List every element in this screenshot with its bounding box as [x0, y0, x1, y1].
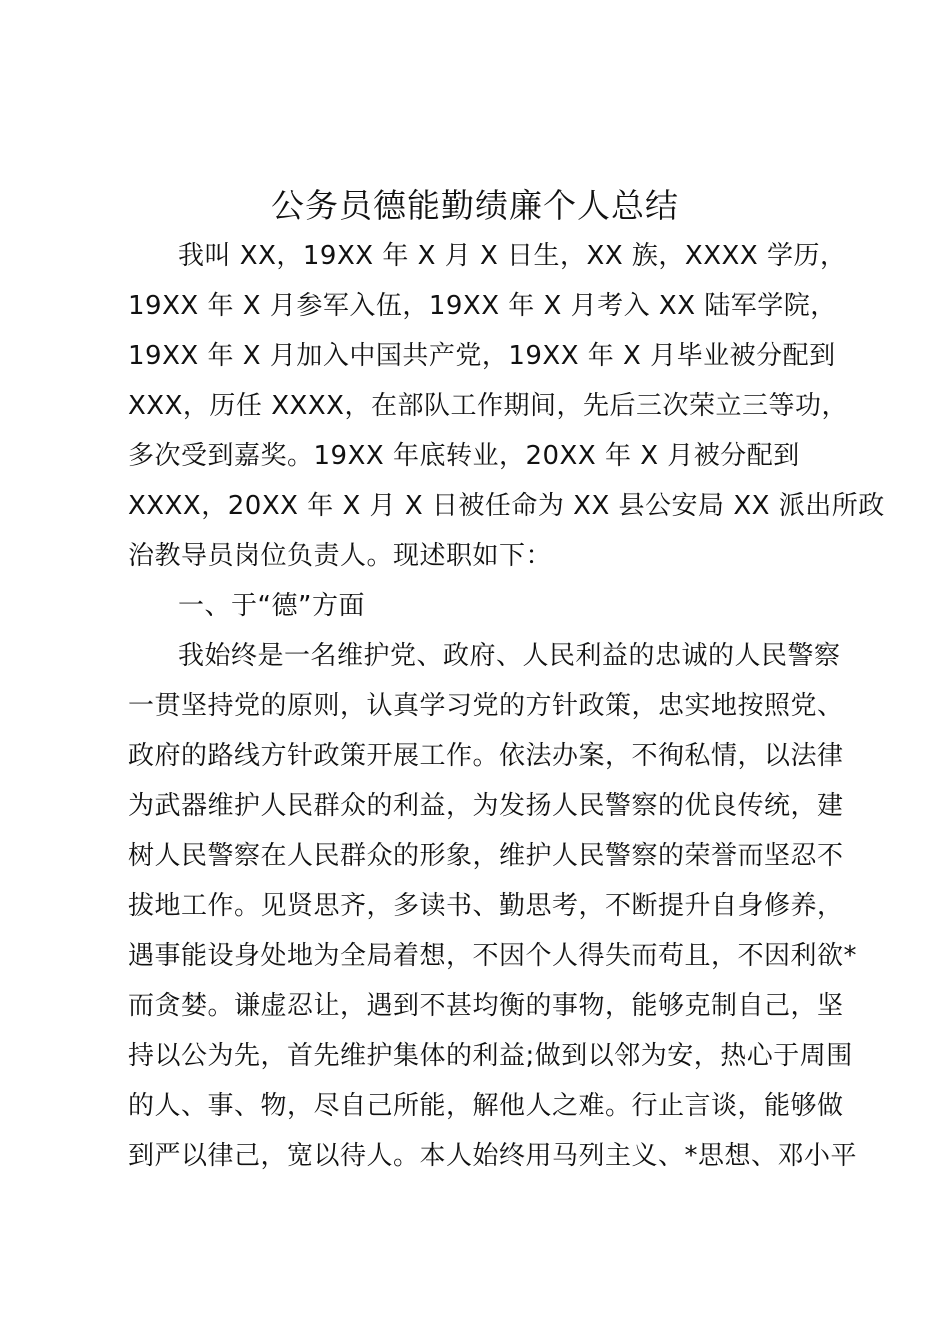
- paragraph-line: 遇事能设身处地为全局着想，不因个人得失而苟且，不因利欲*: [128, 941, 858, 971]
- paragraph-line: 我叫 XX，19XX 年 X 月 X 日生，XX 族，XXXX 学历，: [178, 241, 847, 271]
- paragraph-line: 拔地工作。见贤思齐，多读书、勤思考，不断提升自身修养，: [128, 891, 844, 921]
- paragraph-line: 树人民警察在人民群众的形象，维护人民警察的荣誉而坚忍不: [128, 841, 844, 871]
- paragraph-line: XXXX，20XX 年 X 月 X 日被任命为 XX 县公安局 XX 派出所政: [128, 491, 885, 521]
- paragraph-line: 我始终是一名维护党、政府、人民利益的忠诚的人民警察: [178, 641, 841, 671]
- paragraph-line: 持以公为先，首先维护集体的利益;做到以邻为安，热心于周围: [128, 1041, 853, 1071]
- paragraph-line: 为武器维护人民群众的利益，为发扬人民警察的优良传统，建: [128, 791, 844, 821]
- paragraph-line: 的人、事、物，尽自己所能，解他人之难。行止言谈，能够做: [128, 1091, 844, 1121]
- paragraph-line: 到严以律己，宽以待人。本人始终用马列主义、*思想、邓小平: [128, 1141, 858, 1171]
- paragraph-line: 治教导员岗位负责人。现述职如下：: [128, 541, 553, 571]
- document-title: 公务员德能勤绩廉个人总结: [271, 186, 679, 225]
- paragraph-line: 而贪婪。谦虚忍让，遇到不甚均衡的事物，能够克制自己，坚: [128, 991, 844, 1021]
- paragraph-line: 19XX 年 X 月加入中国共产党，19XX 年 X 月毕业被分配到: [128, 341, 836, 371]
- paragraph-line: 政府的路线方针政策开展工作。依法办案，不徇私情，以法律: [128, 741, 844, 771]
- paragraph-line: 19XX 年 X 月参军入伍，19XX 年 X 月考入 XX 陆军学院，: [128, 291, 837, 321]
- section-heading: 一、于“德”方面: [178, 591, 365, 621]
- paragraph-line: XXX，历任 XXXX，在部队工作期间，先后三次荣立三等功，: [128, 391, 848, 421]
- paragraph-line: 多次受到嘉奖。19XX 年底转业，20XX 年 X 月被分配到: [128, 441, 800, 471]
- paragraph-line: 一贯坚持党的原则，认真学习党的方针政策，忠实地按照党、: [128, 691, 844, 721]
